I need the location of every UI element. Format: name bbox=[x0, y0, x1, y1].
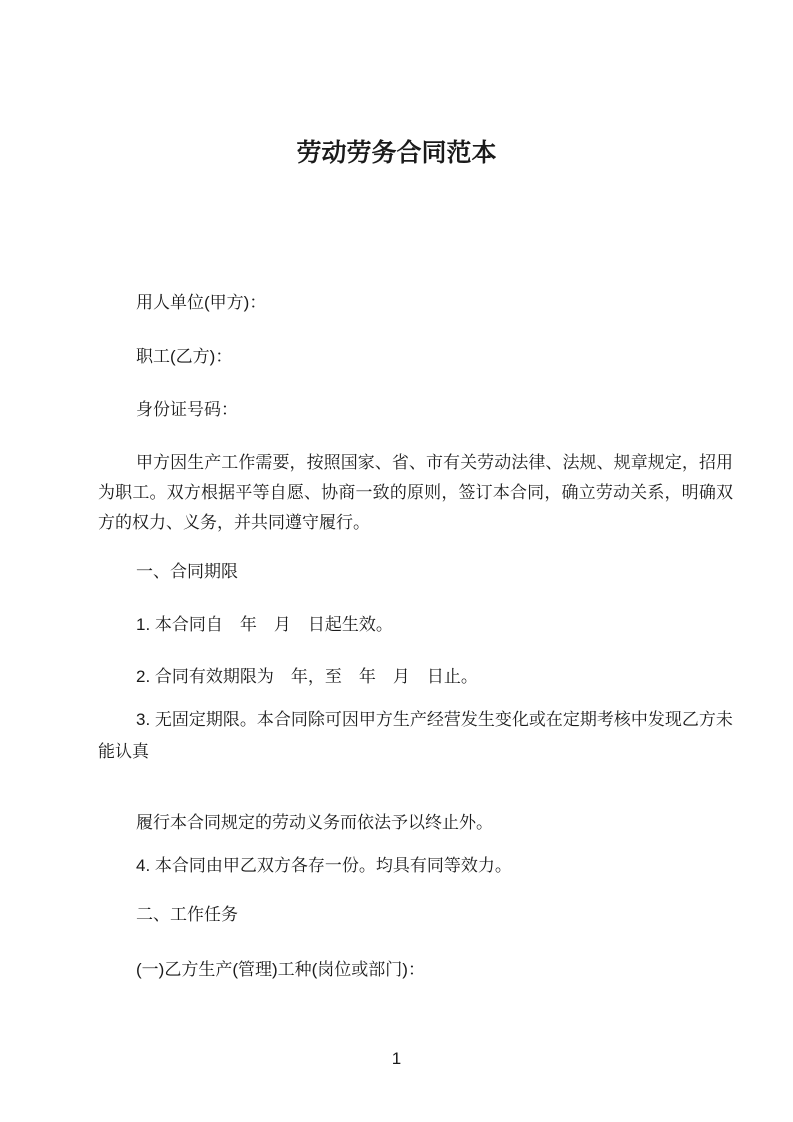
section-2-heading: 二、工作任务 bbox=[136, 905, 238, 924]
section-1-heading: 一、合同期限 bbox=[136, 562, 238, 581]
field-employer-label: 用人单位(甲方)： bbox=[136, 293, 267, 312]
intro-paragraph-line-2: 为职工。双方根据平等自愿、协商一致的原则，签订本合同，确立劳动关系，明确双 bbox=[98, 483, 733, 502]
clause-2-1: (一)乙方生产(管理)工种(岗位或部门)： bbox=[136, 960, 425, 979]
clause-1-3-line-2: 能认真 bbox=[98, 742, 149, 761]
intro-paragraph-line-3: 方的权力、义务，并共同遵守履行。 bbox=[98, 513, 370, 532]
field-id-number-label: 身份证号码： bbox=[136, 400, 238, 419]
clause-1-1: 1. 本合同自 年 月 日起生效。 bbox=[136, 615, 393, 634]
page-number: 1 bbox=[391, 1049, 402, 1068]
clause-1-4: 4. 本合同由甲乙双方各存一份。均具有同等效力。 bbox=[136, 856, 512, 875]
document-title: 劳动劳务合同范本 bbox=[296, 139, 497, 167]
field-employee-label: 职工(乙方)： bbox=[136, 347, 233, 366]
clause-1-3-line-1: 3. 无固定期限。本合同除可因甲方生产经营发生变化或在定期考核中发现乙方未 bbox=[136, 710, 733, 729]
intro-paragraph-line-1: 甲方因生产工作需要，按照国家、省、市有关劳动法律、法规、规章规定，招用 bbox=[136, 453, 733, 472]
clause-1-3-continuation: 履行本合同规定的劳动义务而依法予以终止外。 bbox=[136, 813, 493, 832]
clause-1-2: 2. 合同有效期限为 年，至 年 月 日止。 bbox=[136, 667, 478, 686]
document-body bbox=[98, 288, 733, 985]
